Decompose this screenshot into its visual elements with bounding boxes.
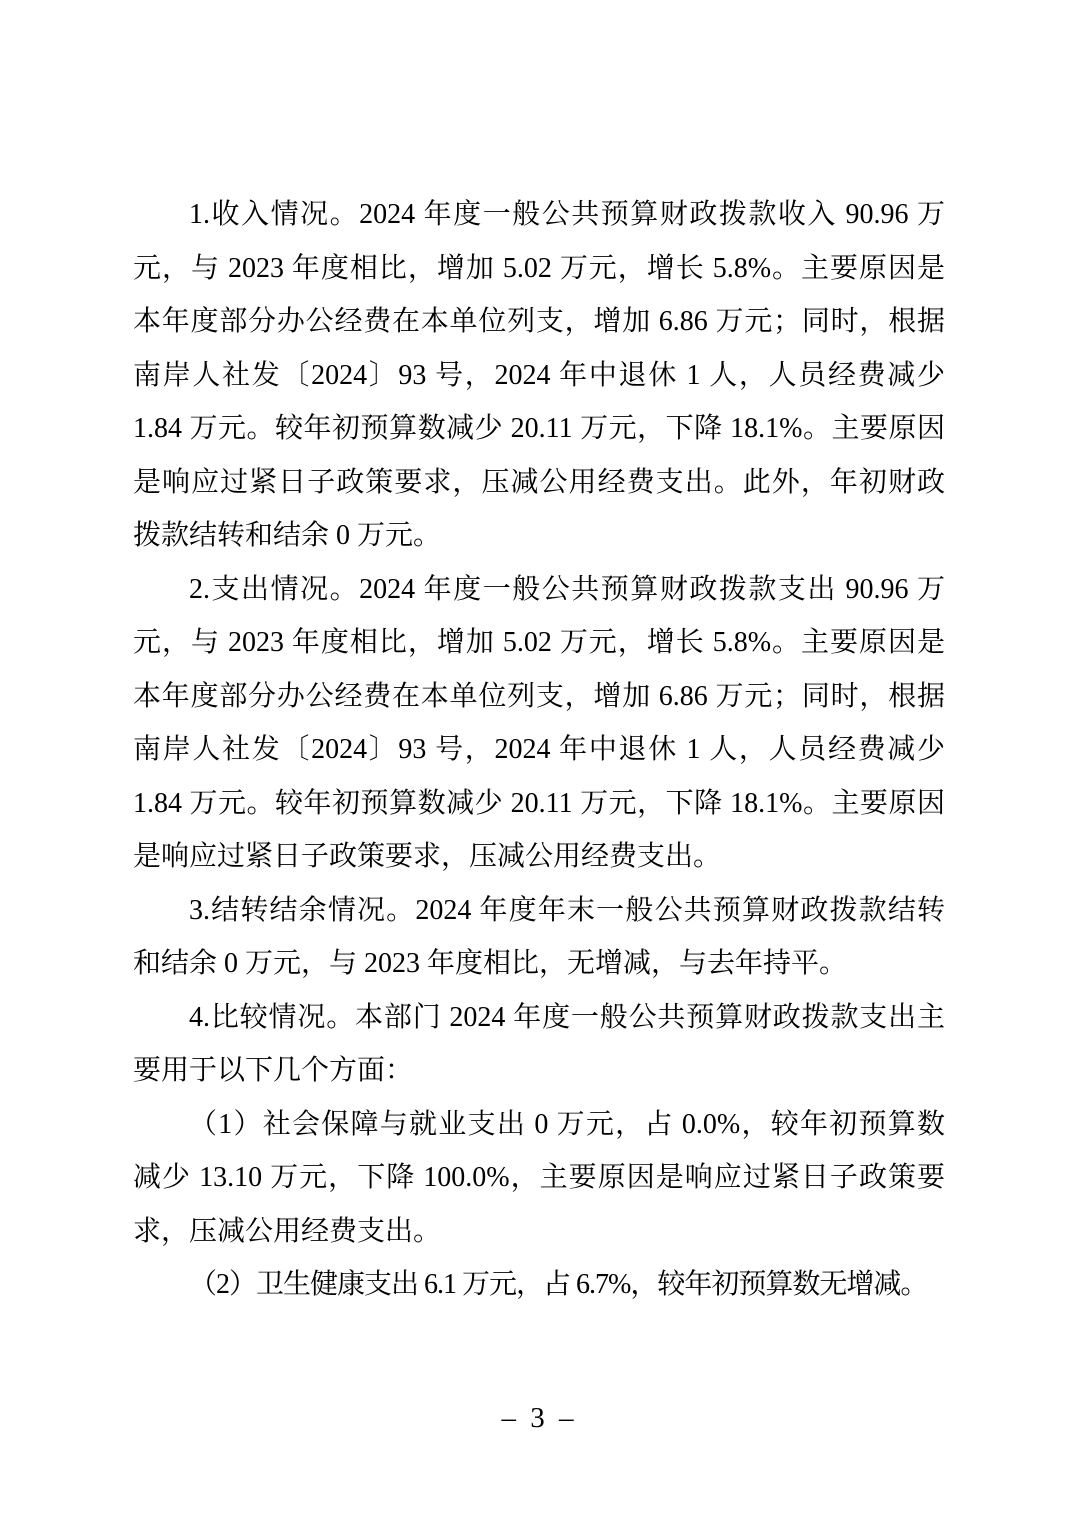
text-line: 求，压减公用经费支出。 <box>133 1215 442 1247</box>
text-line: 和结余 0 万元，与 2023 年度相比，无增减，与去年持平。 <box>133 948 848 979</box>
page-footer <box>0 1398 1075 1438</box>
document-body <box>133 188 945 1312</box>
paragraph <box>133 991 945 1098</box>
paragraph <box>133 563 945 884</box>
text-line: 是响应过紧日子政策要求，压减公用经费支出。此外，年初财政 <box>133 466 945 498</box>
text-line: 要用于以下几个方面： <box>133 1055 414 1086</box>
text-line: 南岸人社发〔2024〕93 号，2024 年中退休 1 人，人员经费减少 <box>133 734 945 765</box>
page-number: – 3 – <box>501 1402 574 1434</box>
text-line: （1）社会保障与就业支出 0 万元，占 0.0%，较年初预算数 <box>189 1108 945 1140</box>
text-line: 2.支出情况。2024 年度一般公共预算财政拨款支出 90.96 万 <box>189 573 945 605</box>
text-line: 1.收入情况。2024 年度一般公共预算财政拨款收入 90.96 万 <box>189 199 945 230</box>
text-line: 1.84 万元。较年初预算数减少 20.11 万元，下降 18.1%。主要原因 <box>133 787 945 819</box>
paragraph <box>133 1098 945 1259</box>
paragraph <box>133 188 945 563</box>
text-line: 减少 13.10 万元，下降 100.0%，主要原因是响应过紧日子政策要 <box>133 1162 945 1193</box>
text-line: 3.结转结余情况。2024 年度年末一般公共预算财政拨款结转 <box>189 894 945 926</box>
text-line: 本年度部分办公经费在本单位列支，增加 6.86 万元；同时，根据 <box>133 680 945 712</box>
text-line: 是响应过紧日子政策要求，压减公用经费支出。 <box>133 841 722 872</box>
paragraph <box>133 1258 945 1312</box>
text-line: 拨款结转和结余 0 万元。 <box>133 520 442 551</box>
text-line: 4.比较情况。本部门 2024 年度一般公共预算财政拨款支出主 <box>189 1001 945 1033</box>
text-line: 元，与 2023 年度相比，增加 5.02 万元，增长 5.8%。主要原因是 <box>133 252 945 284</box>
paragraph <box>133 884 945 991</box>
text-line: 南岸人社发〔2024〕93 号，2024 年中退休 1 人，人员经费减少 <box>133 359 945 391</box>
text-line: 1.84 万元。较年初预算数减少 20.11 万元，下降 18.1%。主要原因 <box>133 413 945 444</box>
text-line: 元，与 2023 年度相比，增加 5.02 万元，增长 5.8%。主要原因是 <box>133 627 945 658</box>
text-line: （2）卫生健康支出 6.1 万元，占 6.7%，较年初预算数无增减。 <box>189 1269 928 1300</box>
text-line: 本年度部分办公经费在本单位列支，增加 6.86 万元；同时，根据 <box>133 306 945 337</box>
